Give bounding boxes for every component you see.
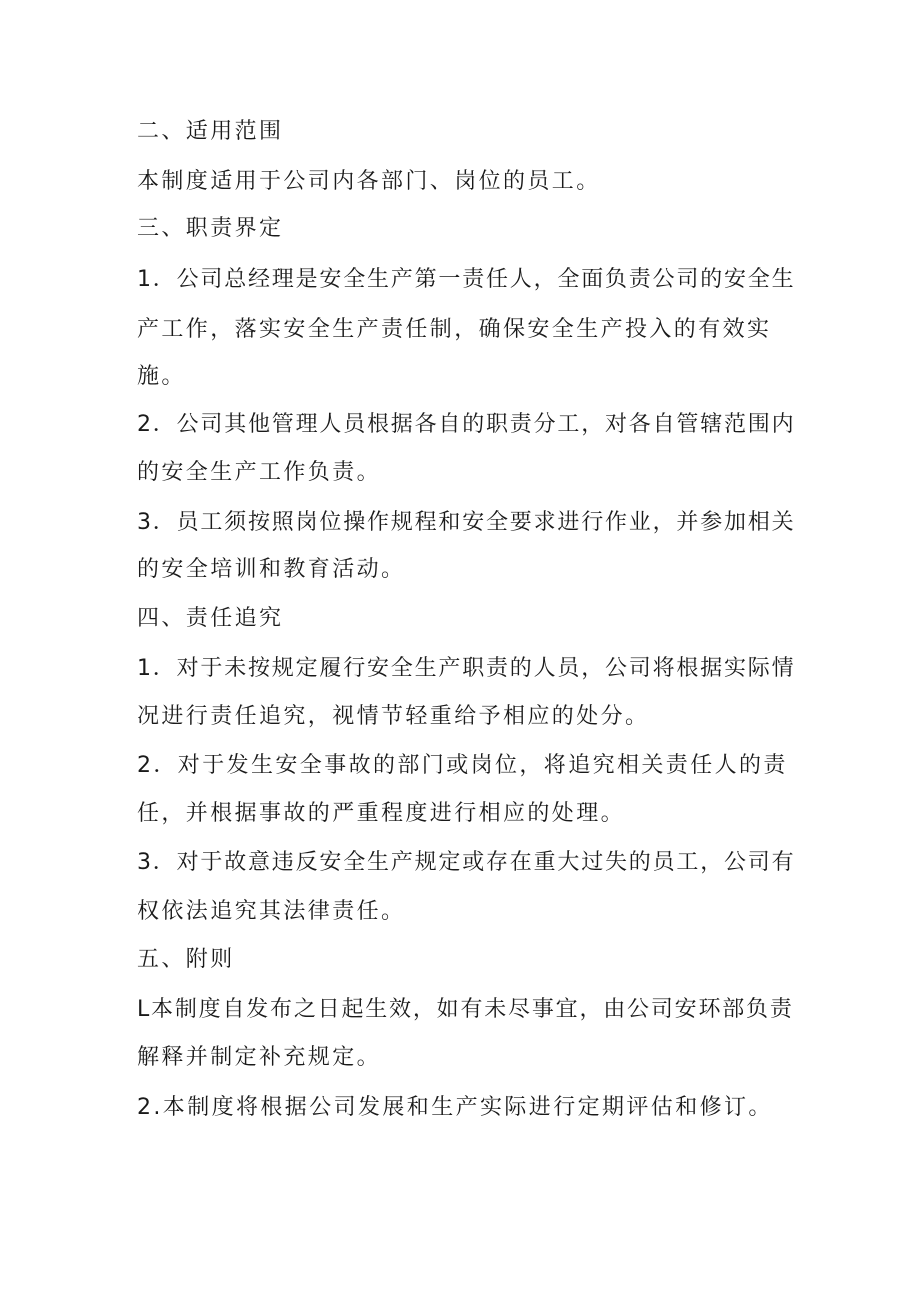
paragraph-line: 施。 <box>137 364 186 389</box>
paragraph-line: 2．对于发生安全事故的部门或岗位，将追究相关责任人的责 <box>137 753 788 778</box>
paragraph-line: 3．员工须按照岗位操作规程和安全要求进行作业，并参加相关 <box>137 510 796 535</box>
paragraph-line: 权依法追究其法律责任。 <box>137 899 406 924</box>
section-heading-accountability: 四、责任追究 <box>137 606 284 631</box>
paragraph-line: 本制度适用于公司内各部门、岗位的员工。 <box>137 169 601 194</box>
paragraph-line: 3．对于故意违反安全生产规定或存在重大过失的员工，公司有 <box>137 850 796 875</box>
paragraph-line: 况进行责任追究，视情节轻重给予相应的处分。 <box>137 704 650 729</box>
paragraph-line: 1．公司总经理是安全生产第一责任人，全面负责公司的安全生 <box>137 267 796 292</box>
paragraph-line: 1．对于未按规定履行安全生产职责的人员，公司将根据实际情 <box>137 656 796 681</box>
paragraph-line: 2．公司其他管理人员根据各自的职责分工，对各自管辖范围内 <box>137 412 796 437</box>
paragraph-line: 2.本制度将根据公司发展和生产实际进行定期评估和修订。 <box>137 1095 773 1120</box>
paragraph-line: 的安全培训和教育活动。 <box>137 557 406 582</box>
paragraph-line: L本制度自发布之日起生效，如有未尽事宜，由公司安环部负责 <box>137 997 794 1022</box>
section-heading-responsibilities: 三、职责界定 <box>137 216 284 241</box>
paragraph-line: 的安全生产工作负责。 <box>137 460 382 485</box>
paragraph-line: 解释并制定补充规定。 <box>137 1045 382 1070</box>
section-heading-supplementary: 五、附则 <box>137 947 235 972</box>
paragraph-line: 任，并根据事故的严重程度进行相应的处理。 <box>137 801 626 826</box>
section-heading-scope: 二、适用范围 <box>137 119 284 144</box>
paragraph-line: 产工作，落实安全生产责任制，确保安全生产投入的有效实 <box>137 317 772 342</box>
